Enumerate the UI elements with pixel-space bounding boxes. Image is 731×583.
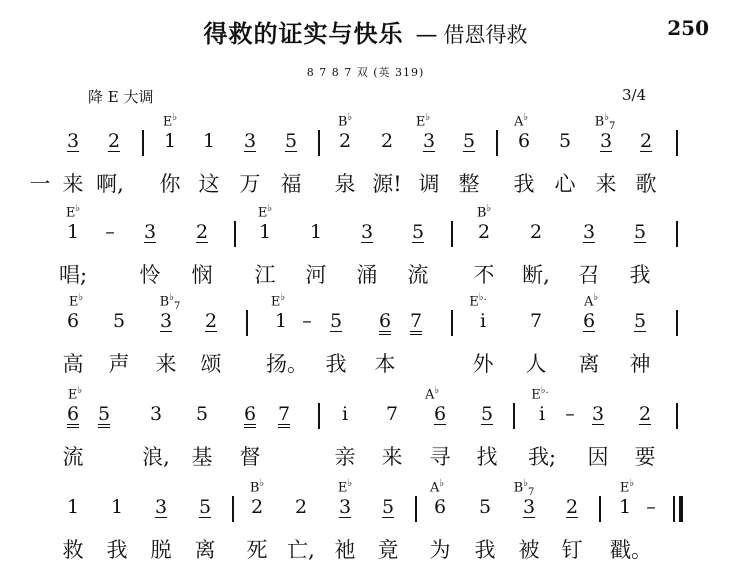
chord-symbol: E♭ bbox=[162, 112, 178, 130]
chord-symbol: E♭. bbox=[531, 385, 549, 403]
note: 1 bbox=[163, 130, 177, 152]
chord-symbol: E♭ bbox=[415, 112, 431, 130]
lyric: 被 bbox=[518, 538, 540, 562]
note: 2 bbox=[195, 221, 209, 243]
lyric: 浪, bbox=[142, 445, 170, 469]
note: 6 bbox=[66, 403, 80, 425]
lyric: 我 bbox=[513, 172, 535, 196]
chord-symbol: E♭ bbox=[257, 203, 273, 221]
lyric: 来 bbox=[595, 172, 617, 196]
lyric: 声 bbox=[108, 352, 130, 376]
lyric: 死 bbox=[246, 538, 268, 562]
note: 5 bbox=[198, 496, 212, 518]
note: 6 bbox=[243, 403, 257, 425]
lyric: 基 bbox=[191, 445, 213, 469]
note: 2 bbox=[250, 496, 264, 518]
score-line bbox=[0, 292, 731, 382]
note: 5 bbox=[195, 403, 209, 425]
bar-line bbox=[676, 130, 678, 156]
note: 6 bbox=[582, 310, 596, 332]
lyric: 离 bbox=[578, 352, 600, 376]
title-subtitle: 借恩得救 bbox=[443, 23, 528, 47]
note: 5 bbox=[633, 221, 647, 243]
lyric: 怜 bbox=[139, 263, 161, 287]
score-line bbox=[0, 478, 731, 568]
note: 3 bbox=[66, 130, 80, 152]
note: i bbox=[341, 403, 349, 425]
note: 6 bbox=[517, 130, 531, 152]
note: – bbox=[302, 310, 312, 332]
note: 3 bbox=[243, 130, 257, 152]
bar-line bbox=[676, 310, 678, 336]
lyric: 因 bbox=[587, 445, 609, 469]
final-bar-thin bbox=[673, 496, 675, 522]
note: 2 bbox=[338, 130, 352, 152]
lyric: 泉 bbox=[334, 172, 356, 196]
time-signature: 3/4 bbox=[622, 86, 647, 104]
score-line bbox=[0, 203, 731, 293]
chord-symbol: E♭ bbox=[619, 478, 635, 496]
lyric: 钉 bbox=[561, 538, 583, 562]
note: 2 bbox=[639, 130, 653, 152]
lyric: 脱 bbox=[150, 538, 172, 562]
note: 7 bbox=[277, 403, 291, 425]
note: 7 bbox=[529, 310, 543, 332]
note: 7 bbox=[385, 403, 399, 425]
lyric: 福 bbox=[280, 172, 302, 196]
lyric: 我 bbox=[325, 352, 347, 376]
lyric: 我 bbox=[474, 538, 496, 562]
note: 3 bbox=[143, 221, 157, 243]
note: 5 bbox=[478, 496, 492, 518]
note: 2 bbox=[380, 130, 394, 152]
chord-symbol: $B^♭_7$ bbox=[513, 478, 535, 498]
chord-symbol: B♭ bbox=[337, 112, 353, 130]
note: 2 bbox=[107, 130, 121, 152]
chord-symbol: $B^♭_7$ bbox=[159, 292, 181, 312]
note: 1 bbox=[618, 496, 632, 518]
lyric: 扬。 bbox=[266, 352, 308, 376]
lyric: 离 bbox=[194, 538, 216, 562]
note: 5 bbox=[411, 221, 425, 243]
lyric: 涌 bbox=[356, 263, 378, 287]
lyric: 流 bbox=[407, 263, 429, 287]
note: 3 bbox=[149, 403, 163, 425]
note: 3 bbox=[599, 130, 613, 152]
lyric: 唱; bbox=[58, 263, 88, 287]
bar-line bbox=[234, 221, 236, 247]
bar-line bbox=[676, 221, 678, 247]
lyric: 你 bbox=[159, 172, 181, 196]
note: 3 bbox=[582, 221, 596, 243]
note: 5 bbox=[558, 130, 572, 152]
lyric: 啊, bbox=[96, 172, 124, 196]
note: 2 bbox=[529, 221, 543, 243]
lyric: 戳。 bbox=[610, 538, 652, 562]
note: 5 bbox=[462, 130, 476, 152]
lyric: 来 bbox=[62, 172, 84, 196]
lyric: 断, bbox=[522, 263, 550, 287]
lyric: 心 bbox=[554, 172, 576, 196]
lyric: 来 bbox=[155, 352, 177, 376]
note: 2 bbox=[565, 496, 579, 518]
note: 3 bbox=[154, 496, 168, 518]
note: 5 bbox=[633, 310, 647, 332]
note: 3 bbox=[522, 496, 536, 518]
note: 1 bbox=[66, 496, 80, 518]
lyric: 召 bbox=[578, 263, 600, 287]
hymn-title bbox=[0, 14, 731, 49]
lyric: 悯 bbox=[191, 263, 213, 287]
bar-line bbox=[451, 310, 453, 336]
chord-symbol: A♭ bbox=[424, 385, 440, 403]
note: 2 bbox=[638, 403, 652, 425]
note: – bbox=[565, 403, 575, 425]
note: 2 bbox=[294, 496, 308, 518]
lyric: 江 bbox=[254, 263, 276, 287]
note: 3 bbox=[338, 496, 352, 518]
note: 6 bbox=[378, 310, 392, 332]
note: i bbox=[538, 403, 546, 425]
note: – bbox=[105, 221, 115, 243]
note: 6 bbox=[433, 496, 447, 518]
lyric: 我 bbox=[106, 538, 128, 562]
chord-symbol: E♭ bbox=[68, 292, 84, 310]
lyric: 祂 bbox=[334, 538, 356, 562]
note: 3 bbox=[422, 130, 436, 152]
title-main: 得救的证实与快乐 bbox=[203, 20, 404, 48]
note: 5 bbox=[329, 310, 343, 332]
bar-line bbox=[451, 221, 453, 247]
lyric: 亡, bbox=[287, 538, 315, 562]
bar-line bbox=[246, 310, 248, 336]
note: i bbox=[479, 310, 487, 332]
lyric: 神 bbox=[629, 352, 651, 376]
lyric: 我 bbox=[629, 263, 651, 287]
chord-symbol: A♭ bbox=[513, 112, 529, 130]
hymn-number: 250 bbox=[667, 16, 709, 40]
lyric: 亲 bbox=[334, 445, 356, 469]
note: 5 bbox=[480, 403, 494, 425]
lyric: 人 bbox=[525, 352, 547, 376]
lyric: 要 bbox=[634, 445, 656, 469]
lyric: 竟 bbox=[377, 538, 399, 562]
chord-symbol: B♭ bbox=[249, 478, 265, 496]
bar-line bbox=[232, 496, 234, 522]
chord-symbol: E♭ bbox=[67, 385, 83, 403]
chord-symbol: B♭ bbox=[476, 203, 492, 221]
bar-line bbox=[496, 130, 498, 156]
note: 5 bbox=[381, 496, 395, 518]
lyric: 为 bbox=[429, 538, 451, 562]
note: 2 bbox=[477, 221, 491, 243]
bar-line bbox=[415, 496, 417, 522]
meter: 8 7 8 7 双 (英 319) bbox=[306, 66, 425, 79]
chord-symbol: A♭ bbox=[429, 478, 445, 496]
lyric: 歌 bbox=[635, 172, 657, 196]
lyric: 外 bbox=[472, 352, 494, 376]
note: 6 bbox=[433, 403, 447, 425]
bar-line bbox=[142, 130, 144, 156]
lyric: 来 bbox=[381, 445, 403, 469]
lyric: 万 bbox=[239, 172, 261, 196]
bar-line bbox=[599, 496, 601, 522]
lyric: 我; bbox=[527, 445, 557, 469]
note: 1 bbox=[309, 221, 323, 243]
lyric: 高 bbox=[62, 352, 84, 376]
note: 6 bbox=[66, 310, 80, 332]
lyric: 河 bbox=[305, 263, 327, 287]
lyric: 源! bbox=[372, 172, 402, 196]
chord-symbol: A♭ bbox=[583, 292, 599, 310]
note: 3 bbox=[591, 403, 605, 425]
note: 1 bbox=[66, 221, 80, 243]
note: 2 bbox=[204, 310, 218, 332]
key-signature: 降 E 大调 bbox=[88, 88, 154, 106]
note: 1 bbox=[274, 310, 288, 332]
score-line bbox=[0, 112, 731, 202]
lyric: 整 bbox=[458, 172, 480, 196]
lyric: 不 bbox=[473, 263, 495, 287]
chord-symbol: E♭ bbox=[65, 203, 81, 221]
note: 5 bbox=[112, 310, 126, 332]
note: 5 bbox=[284, 130, 298, 152]
lyric: 找 bbox=[476, 445, 498, 469]
note: 7 bbox=[409, 310, 423, 332]
chord-symbol: E♭ bbox=[337, 478, 353, 496]
lyric: 督 bbox=[239, 445, 261, 469]
chord-symbol: E♭ bbox=[270, 292, 286, 310]
note: 3 bbox=[159, 310, 173, 332]
note: 1 bbox=[258, 221, 272, 243]
bar-line bbox=[513, 403, 515, 429]
lyric: 本 bbox=[374, 352, 396, 376]
score-line bbox=[0, 385, 731, 475]
lyric: 颂 bbox=[200, 352, 222, 376]
lyric: 调 bbox=[418, 172, 440, 196]
title-separator: — bbox=[415, 23, 438, 48]
note: 3 bbox=[360, 221, 374, 243]
lyric: 寻 bbox=[429, 445, 451, 469]
lyric: 这 bbox=[198, 172, 220, 196]
chord-symbol: $B^♭_7$ bbox=[594, 112, 616, 132]
lyric: 一 bbox=[29, 172, 51, 196]
lyric: 救 bbox=[62, 538, 84, 562]
note: 1 bbox=[110, 496, 124, 518]
note: – bbox=[646, 496, 656, 518]
bar-line bbox=[318, 130, 320, 156]
note: 1 bbox=[202, 130, 216, 152]
bar-line bbox=[676, 403, 678, 429]
bar-line bbox=[318, 403, 320, 429]
lyric: 流 bbox=[62, 445, 84, 469]
note: 5 bbox=[97, 403, 111, 425]
final-bar-thick bbox=[679, 496, 683, 522]
chord-symbol: E♭. bbox=[469, 292, 487, 310]
